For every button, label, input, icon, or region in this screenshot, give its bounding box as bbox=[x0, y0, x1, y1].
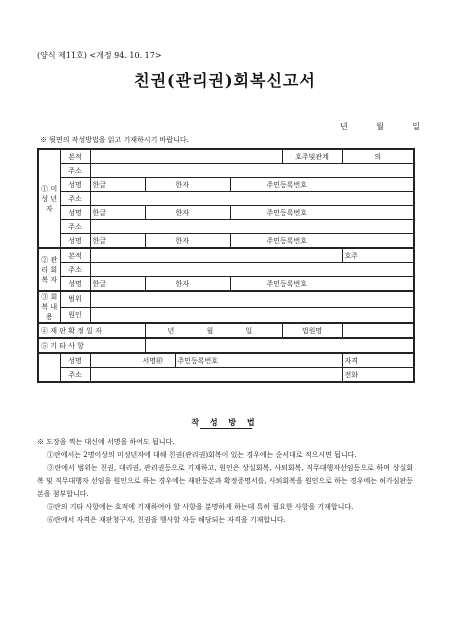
instruction-line: ⑥란에서 자격은 재판청구자, 친권을 행사할 자등 해당되는 자격을 기재합니다. bbox=[47, 516, 286, 524]
name-label: 성명 bbox=[60, 206, 90, 220]
method-instructions bbox=[37, 436, 413, 527]
reporter-name-label: 성명 bbox=[60, 353, 90, 368]
rrn-label: 주민등록번호 bbox=[266, 180, 308, 189]
page-title: 친권(관리권)회복신고서 bbox=[134, 71, 316, 90]
section-holder-label: ② 관리 회복 자 bbox=[38, 248, 60, 291]
holder-name-hangeul-field[interactable] bbox=[90, 277, 145, 292]
hangeul-label: 한글 bbox=[92, 180, 107, 189]
court-name-label: 법원명 bbox=[282, 323, 342, 338]
date-day-label: 일 bbox=[412, 122, 420, 131]
scope-label: 범위 bbox=[60, 291, 90, 307]
hanja-label: 한자 bbox=[175, 208, 190, 217]
minor-name-hangeul-field-1[interactable] bbox=[90, 178, 145, 192]
instruction-line: ⑤란의 기타 사항에는 호적에 기재하여야 할 사항을 분명하게 하는데 특히 필요한 사항을 기재합니다. bbox=[47, 503, 354, 511]
hanja-label: 한자 bbox=[175, 180, 190, 189]
hoju-relation-field[interactable] bbox=[342, 149, 414, 164]
hangeul-label: 한글 bbox=[92, 236, 107, 245]
report-date bbox=[340, 121, 420, 132]
reporter-rrn-field[interactable] bbox=[175, 353, 342, 368]
rrn-label: 주민등록번호 bbox=[266, 236, 308, 245]
holder-hoju-field[interactable] bbox=[342, 248, 414, 263]
ruling-month-label: 월 bbox=[206, 326, 214, 335]
instruction-line: ※ 도장을 찍는 대신에 서명을 하여도 됩니다. bbox=[37, 438, 175, 446]
minor-rrn-field-3[interactable] bbox=[230, 234, 414, 249]
court-name-field[interactable] bbox=[342, 323, 414, 338]
bonjeok-label: 본적 bbox=[60, 248, 90, 263]
ruling-date-field[interactable] bbox=[145, 323, 282, 338]
reporter-phone-field[interactable] bbox=[342, 368, 414, 383]
other-matters-field[interactable] bbox=[145, 338, 414, 353]
reporter-address-field[interactable] bbox=[90, 368, 342, 383]
holder-rrn-field[interactable] bbox=[230, 277, 414, 292]
date-year-label: 년 bbox=[340, 122, 348, 131]
instructions-notice: ※ 뒷면의 작성방법을 읽고 기재하시기 바랍니다. bbox=[40, 136, 189, 144]
reporter-address-label: 주소 bbox=[60, 368, 90, 383]
hangeul-label: 한글 bbox=[92, 279, 107, 288]
section-reporter-label bbox=[38, 353, 60, 382]
rrn-label: 주민등록번호 bbox=[266, 279, 308, 288]
cause-field[interactable] bbox=[90, 307, 414, 323]
holder-address-field[interactable] bbox=[90, 263, 414, 277]
other-matters-label: ⑤ 기 타 사 항 bbox=[38, 338, 145, 353]
minor-address-field-2[interactable] bbox=[90, 192, 414, 206]
juso-label: 주소 bbox=[60, 164, 90, 178]
name-label: 성명 bbox=[60, 178, 90, 192]
sign-label: 서명㊞ bbox=[142, 356, 164, 365]
hoju-relation-label: 호주및관계 bbox=[282, 149, 342, 164]
cause-label: 원인 bbox=[60, 307, 90, 323]
minor-name-hangeul-field-2[interactable] bbox=[90, 206, 145, 220]
method-title: 작 성 방 법 bbox=[191, 417, 259, 427]
minor-address-field-1[interactable] bbox=[90, 164, 414, 178]
holder-bonjeok-field[interactable] bbox=[90, 248, 342, 263]
ruling-year-label: 년 bbox=[167, 326, 175, 335]
reporter-qualification-field[interactable] bbox=[342, 353, 414, 368]
section-restoration-label: ③ 회복 내용 bbox=[38, 291, 60, 323]
minor-rrn-field-2[interactable] bbox=[230, 206, 414, 220]
instruction-line: ①란에서는 2명이상의 미성년자에 대해 친권(관리권)회복이 있는 경우에는 순서대로 적으시면 됩니다. bbox=[47, 451, 357, 459]
juso-label: 주소 bbox=[60, 220, 90, 234]
hanja-label: 한자 bbox=[175, 279, 190, 288]
date-month-label: 월 bbox=[376, 122, 384, 131]
minor-name-hanja-field-1[interactable] bbox=[145, 178, 230, 192]
juso-label: 주소 bbox=[60, 192, 90, 206]
form-number: (양식 제11호) <개정 94. 10. 17> bbox=[37, 51, 162, 60]
ui-label: 의 bbox=[374, 152, 382, 161]
phone-label: 전화 bbox=[344, 370, 359, 379]
qualification-label: 자격 bbox=[344, 356, 359, 365]
hoju-label: 호주 bbox=[344, 251, 359, 260]
section-minor-label: ① 미 성 년 자 bbox=[38, 149, 60, 248]
name-label: 성명 bbox=[60, 277, 90, 292]
holder-name-hanja-field[interactable] bbox=[145, 277, 230, 292]
minor-name-hanja-field-3[interactable] bbox=[145, 234, 230, 249]
bonjeok-label: 본적 bbox=[60, 149, 90, 164]
juso-label: 주소 bbox=[60, 263, 90, 277]
name-label: 성명 bbox=[60, 234, 90, 249]
reporter-name-field[interactable] bbox=[90, 353, 175, 368]
scope-field[interactable] bbox=[90, 291, 414, 307]
ruling-date-label: ④ 재 판 확 정 일 자 bbox=[38, 323, 145, 338]
minor-bonjeok-field[interactable] bbox=[90, 149, 282, 164]
hanja-label: 한자 bbox=[175, 236, 190, 245]
rrn-label: 주민등록번호 bbox=[266, 208, 308, 217]
minor-name-hangeul-field-3[interactable] bbox=[90, 234, 145, 249]
ruling-day-label: 일 bbox=[245, 326, 253, 335]
hangeul-label: 한글 bbox=[92, 208, 107, 217]
method-title-underline bbox=[200, 428, 252, 429]
minor-name-hanja-field-2[interactable] bbox=[145, 206, 230, 220]
report-form-table bbox=[37, 148, 415, 383]
instruction-line: ③란에서 범위는 친권, 대리권, 관리권등으로 기재하고, 원인은 상실회복, 사퇴회복, 직무대행자선임등으로 하며 상실회복 및 직무대행자 선임을 원인으로 하는 경우에는 재판등본과 확정증명서를, 사퇴회복을 원인으로 하는 경우에는 허가심판등본을 첨부합니다. bbox=[37, 464, 414, 498]
minor-rrn-field-1[interactable] bbox=[230, 178, 414, 192]
rrn-label: 주민등록번호 bbox=[177, 356, 219, 365]
minor-address-field-3[interactable] bbox=[90, 220, 414, 234]
